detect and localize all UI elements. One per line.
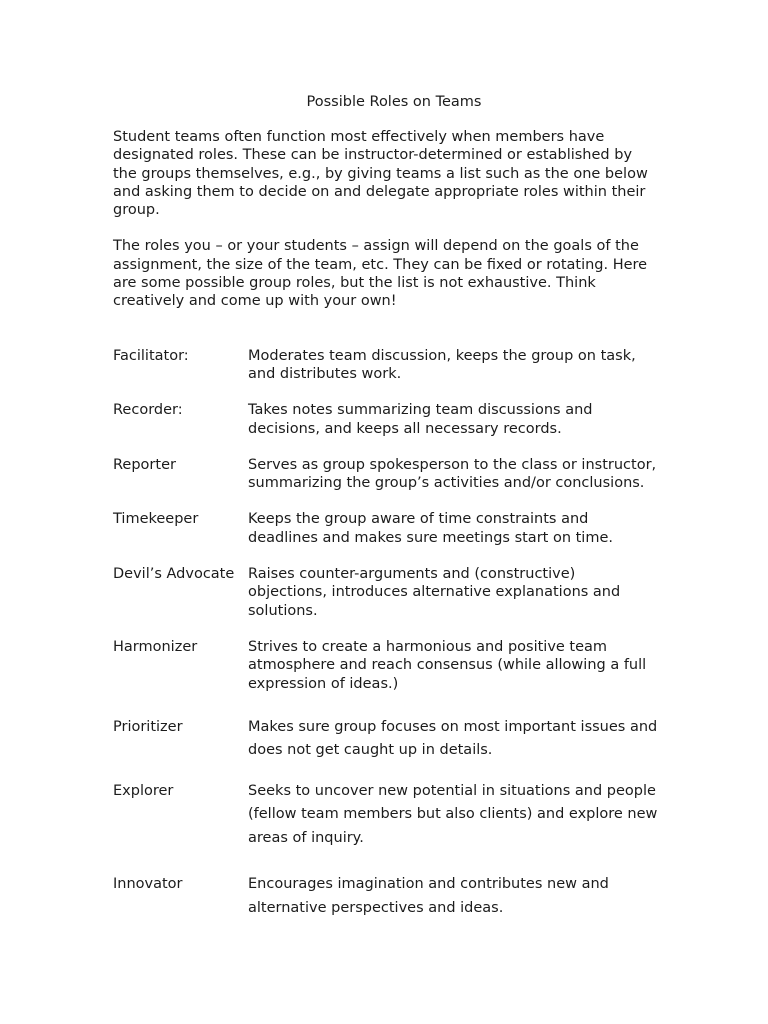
document-page [113, 92, 673, 920]
role-name: Reporter [113, 456, 176, 473]
document-title: Possible Roles on Teams [306, 94, 482, 110]
role-item-reporter [113, 456, 673, 493]
role-item-explorer [113, 780, 673, 851]
role-item-facilitator [113, 347, 673, 384]
role-name: Harmonizer [113, 638, 198, 655]
role-item-timekeeper [113, 510, 673, 547]
role-description: Makes sure group focuses on most important issues and does not get caught up in details. [248, 718, 658, 759]
role-description: Encourages imagination and contributes new and alternative perspectives and ideas. [248, 876, 609, 916]
role-item-devils-advocate [113, 565, 673, 620]
role-name: Devil’s Advocate [113, 566, 235, 583]
role-description: Moderates team discussion, keeps the group on task, and distributes work. [248, 347, 636, 382]
role-description: Raises counter-arguments and (constructive) objections, introduces alternative explanations and solutions. [248, 566, 621, 619]
role-name: Explorer [113, 782, 174, 799]
role-item-recorder [113, 401, 673, 438]
role-name: Facilitator: [113, 347, 189, 364]
intro-paragraph-1: Student teams often function most effectively when members have designated roles. These can be instructor-determined or established by the groups themselves, e.g., by giving teams a list such as the one below and asking them to decide on and delegate appropriate roles within their group. [113, 129, 648, 219]
role-item-harmonizer [113, 638, 673, 693]
roles-list [113, 347, 673, 921]
role-item-prioritizer [113, 716, 673, 763]
intro-paragraph-2: The roles you – or your students – assign will depend on the goals of the assignment, the size of the team, etc. They can be fixed or rotating. Here are some possible group roles, but the list is not exhaustive. Think creatively and come up with your own! [113, 238, 648, 310]
role-description: Seeks to uncover new potential in situations and people (fellow team members but also clients) and explore new areas of inquiry. [248, 782, 658, 846]
role-description: Serves as group spokesperson to the class or instructor, summarizing the group’s activities and/or conclusions. [248, 456, 657, 492]
role-description: Strives to create a harmonious and positive team atmosphere and reach consensus (while allowing a full expression of ideas.) [248, 638, 647, 692]
role-description: Keeps the group aware of time constraints and deadlines and makes sure meetings start on time. [248, 511, 613, 546]
role-name: Timekeeper [113, 511, 199, 528]
role-name: Recorder: [113, 402, 183, 419]
role-name: Innovator [113, 876, 183, 893]
role-name: Prioritizer [113, 718, 183, 735]
role-description: Takes notes summarizing team discussions and decisions, and keeps all necessary records. [248, 402, 593, 437]
role-item-innovator [113, 873, 673, 920]
